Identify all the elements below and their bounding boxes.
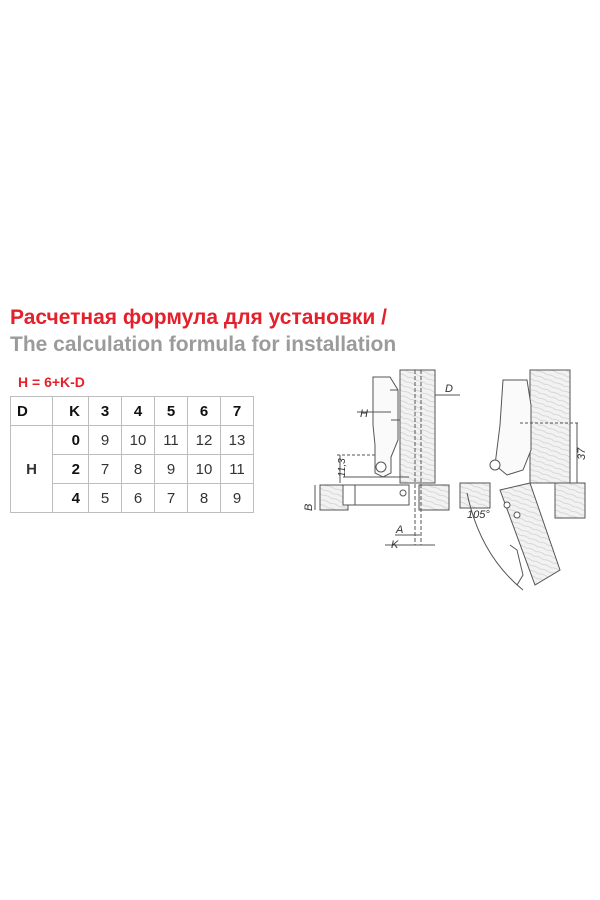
h-label: H bbox=[11, 426, 53, 513]
hinge-table bbox=[10, 396, 254, 513]
label-angle: 105° bbox=[467, 509, 490, 521]
table-cell: 10 bbox=[188, 455, 221, 484]
d-header: D bbox=[11, 397, 53, 426]
cabinet-wall bbox=[530, 370, 570, 483]
title-russian: Расчетная формула для установки / bbox=[10, 306, 387, 329]
d-value: 0 bbox=[53, 426, 89, 455]
table-cell: 9 bbox=[221, 484, 254, 513]
cabinet-side bbox=[419, 485, 449, 510]
label-h: H bbox=[360, 408, 368, 420]
k-value: 7 bbox=[221, 397, 254, 426]
hinge-pivot bbox=[376, 462, 386, 472]
table-cell: 13 bbox=[221, 426, 254, 455]
table-cell: 7 bbox=[89, 455, 122, 484]
cabinet-side bbox=[555, 483, 585, 518]
k-value: 3 bbox=[89, 397, 122, 426]
open-hinge-drawing bbox=[460, 370, 585, 590]
table-header-row bbox=[11, 397, 254, 426]
table-cell: 9 bbox=[155, 455, 188, 484]
k-header: K bbox=[53, 397, 89, 426]
k-value: 5 bbox=[155, 397, 188, 426]
label-b: B bbox=[303, 503, 315, 511]
hinge-cup bbox=[495, 380, 531, 475]
door-panel bbox=[400, 370, 435, 483]
open-door bbox=[500, 483, 560, 585]
mounting-plate bbox=[343, 485, 409, 505]
label-a: A bbox=[396, 524, 404, 536]
k-value: 4 bbox=[122, 397, 155, 426]
closed-hinge-drawing bbox=[315, 370, 460, 545]
label-d: D bbox=[445, 383, 453, 395]
hinge-pivot bbox=[490, 460, 500, 470]
table-cell: 8 bbox=[122, 455, 155, 484]
formula: H = 6+K-D bbox=[18, 374, 85, 390]
table-row bbox=[11, 426, 254, 455]
k-value: 6 bbox=[188, 397, 221, 426]
label-11-3: 11,3 bbox=[337, 458, 348, 477]
table-cell: 9 bbox=[89, 426, 122, 455]
hinge-arm bbox=[373, 377, 398, 477]
hinge-installation-drawing bbox=[295, 365, 595, 605]
table-cell: 11 bbox=[221, 455, 254, 484]
table-cell: 6 bbox=[122, 484, 155, 513]
d-value: 4 bbox=[53, 484, 89, 513]
table-cell: 5 bbox=[89, 484, 122, 513]
title-english: The calculation formula for installation bbox=[10, 333, 397, 356]
d-value: 2 bbox=[53, 455, 89, 484]
cabinet-side bbox=[460, 483, 490, 508]
table-cell: 12 bbox=[188, 426, 221, 455]
label-37: 37 bbox=[576, 447, 588, 460]
table-cell: 7 bbox=[155, 484, 188, 513]
label-k: K bbox=[391, 539, 399, 551]
table-cell: 8 bbox=[188, 484, 221, 513]
table-cell: 11 bbox=[155, 426, 188, 455]
table-cell: 10 bbox=[122, 426, 155, 455]
